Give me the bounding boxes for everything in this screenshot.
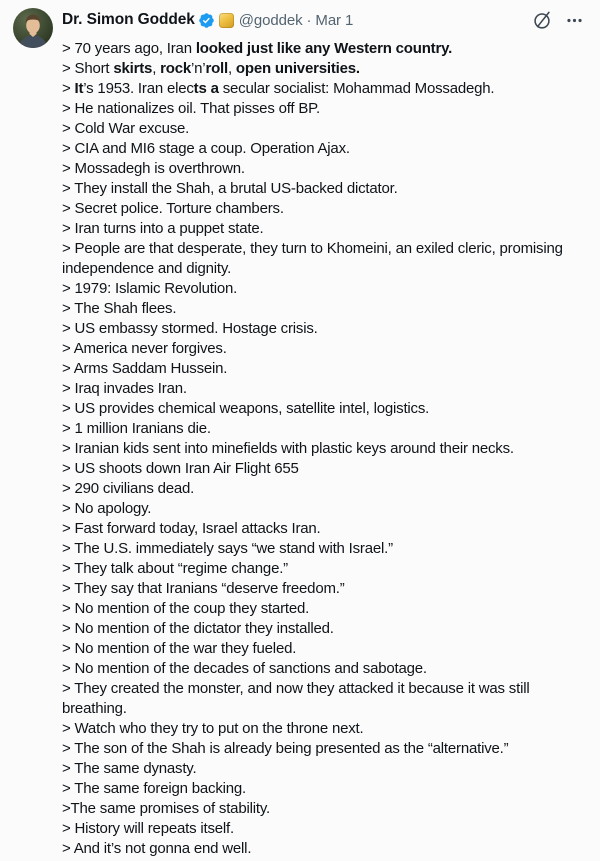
tweet-text-line bbox=[62, 819, 584, 839]
tweet-text-bold-segment: looked just like any Western country. bbox=[195, 40, 453, 57]
display-name[interactable]: Dr. Simon Goddek bbox=[62, 11, 195, 28]
tweet-text-bold-segment: ts a bbox=[193, 80, 219, 97]
tweet-text-segment: > They created the monster, and now they attacked it because it was still breathing. bbox=[62, 680, 530, 717]
tweet-text-bold-segment: skirts bbox=[113, 60, 153, 77]
tweet-text-segment: > People are that desperate, they turn to Khomeini, an exiled cleric, promising independence and dignity. bbox=[62, 240, 563, 277]
tweet-text-line bbox=[62, 319, 584, 339]
tweet-text-line bbox=[62, 159, 584, 179]
tweet-text-segment: > US shoots down Iran Air Flight 655 bbox=[62, 460, 299, 477]
tweet-text-bold-segment: roll bbox=[205, 60, 228, 77]
tweet-text-segment: > CIA and MI6 stage a coup. Operation Ajax. bbox=[62, 140, 350, 157]
tweet-text-line bbox=[62, 579, 584, 599]
tweet-text-segment: > 1979: Islamic Revolution. bbox=[62, 280, 238, 297]
tweet-header bbox=[62, 8, 584, 32]
tweet-text-segment: >The same promises of stability. bbox=[62, 800, 270, 817]
tweet-text-segment: > He nationalizes oil. That pisses off BP. bbox=[62, 100, 321, 117]
tweet-text-line bbox=[62, 299, 584, 319]
tweet-text-line bbox=[62, 139, 584, 159]
tweet-text-segment: > Arms Saddam Hussein. bbox=[62, 360, 228, 377]
tweet-text-line bbox=[62, 499, 584, 519]
tweet-text-segment: > Iran turns into a puppet state. bbox=[62, 220, 264, 237]
tweet-text-line bbox=[62, 99, 584, 119]
tweet-text-segment: ’s 1953. Iran elec bbox=[83, 80, 194, 97]
tweet-text-line bbox=[62, 399, 584, 419]
tweet-text-segment: > bbox=[62, 80, 75, 97]
tweet-text-line bbox=[62, 59, 584, 79]
tweet-text-line bbox=[62, 519, 584, 539]
user-handle[interactable]: @goddek bbox=[238, 11, 303, 29]
tweet-text-segment: > No mention of the coup they started. bbox=[62, 600, 310, 617]
verified-badge-icon bbox=[198, 12, 215, 29]
affiliate-badge-icon bbox=[219, 13, 234, 28]
tweet-text-line bbox=[62, 239, 584, 279]
tweet-text-line bbox=[62, 599, 584, 619]
tweet-text-line bbox=[62, 179, 584, 199]
tweet-text-segment: > US provides chemical weapons, satellite intel, logistics. bbox=[62, 400, 430, 417]
tweet-text-line bbox=[62, 459, 584, 479]
tweet-text-segment: , bbox=[227, 60, 236, 77]
tweet-text-segment: > No mention of the dictator they installed. bbox=[62, 620, 334, 637]
tweet-text-bold-segment: open universities. bbox=[235, 60, 360, 77]
tweet-text bbox=[62, 39, 584, 861]
tweet-text-segment: > They say that Iranians “deserve freedom.” bbox=[62, 580, 345, 597]
tweet-text-line bbox=[62, 479, 584, 499]
tweet-date[interactable]: Mar 1 bbox=[315, 11, 354, 29]
tweet-text-segment: > No apology. bbox=[62, 500, 152, 517]
tweet-text-line bbox=[62, 779, 584, 799]
tweet-text-segment: > They talk about “regime change.” bbox=[62, 560, 288, 577]
tweet-text-segment: > The same foreign backing. bbox=[62, 780, 247, 797]
tweet-text-segment: > Fast forward today, Israel attacks Iran. bbox=[62, 520, 321, 537]
tweet-text-segment: > Watch who they try to put on the throne next. bbox=[62, 720, 364, 737]
tweet-text-segment: > The same dynasty. bbox=[62, 760, 197, 777]
tweet-text-line bbox=[62, 639, 584, 659]
avatar-photo bbox=[13, 8, 53, 48]
tweet-text-segment: > Short bbox=[62, 60, 114, 77]
tweet-text-line bbox=[62, 39, 584, 59]
tweet-text-line bbox=[62, 659, 584, 679]
tweet-text-segment: > 70 years ago, Iran bbox=[62, 40, 196, 57]
tweet-text-segment: > US embassy stormed. Hostage crisis. bbox=[62, 320, 318, 337]
tweet-text-line bbox=[62, 539, 584, 559]
tweet-text-line bbox=[62, 739, 584, 759]
tweet-text-bold-segment: rock bbox=[160, 60, 192, 77]
tweet-text-line bbox=[62, 279, 584, 299]
tweet-text-line bbox=[62, 119, 584, 139]
tweet-text-line bbox=[62, 719, 584, 739]
tweet-text-segment: > The U.S. immediately says “we stand with Israel.” bbox=[62, 540, 393, 557]
tweet-text-line bbox=[62, 379, 584, 399]
tweet-text-segment: > America never forgives. bbox=[62, 340, 227, 357]
tweet-text-segment: > The son of the Shah is already being presented as the “alternative.” bbox=[62, 740, 509, 757]
tweet-text-line bbox=[62, 79, 584, 99]
tweet-text-segment: > 1 million Iranians die. bbox=[62, 420, 211, 437]
separator-dot: · bbox=[306, 11, 312, 29]
tweet-text-segment: > No mention of the war they fueled. bbox=[62, 640, 297, 657]
tweet-text-line bbox=[62, 359, 584, 379]
tweet-text-bold-segment: It bbox=[74, 80, 84, 97]
tweet-text-segment: > The Shah flees. bbox=[62, 300, 177, 317]
tweet-text-line bbox=[62, 799, 584, 819]
tweet-text-line bbox=[62, 439, 584, 459]
tweet-text-line bbox=[62, 619, 584, 639]
tweet-text-segment: > They install the Shah, a brutal US-backed dictator. bbox=[62, 180, 398, 197]
tweet-actions bbox=[532, 10, 584, 30]
tweet-text-segment: > Secret police. Torture chambers. bbox=[62, 200, 284, 217]
grok-icon[interactable] bbox=[532, 10, 552, 30]
tweet-text-segment: > Mossadegh is overthrown. bbox=[62, 160, 245, 177]
tweet-text-line bbox=[62, 679, 584, 719]
tweet-text-segment: > Iranian kids sent into minefields with plastic keys around their necks. bbox=[62, 440, 514, 457]
tweet-text-segment: > Cold War excuse. bbox=[62, 120, 190, 137]
tweet-text-segment: , bbox=[152, 60, 161, 77]
tweet-text-line bbox=[62, 339, 584, 359]
tweet-text-segment: > No mention of the decades of sanctions and sabotage. bbox=[62, 660, 427, 677]
tweet-text-segment: > History will repeats itself. bbox=[62, 820, 234, 837]
tweet-text-line bbox=[62, 219, 584, 239]
tweet-text-segment: secular socialist: Mohammad Mossadegh. bbox=[218, 80, 495, 97]
tweet-text-line bbox=[62, 199, 584, 219]
tweet-text-line bbox=[62, 759, 584, 779]
avatar[interactable] bbox=[13, 8, 53, 48]
more-options-icon[interactable] bbox=[565, 11, 584, 30]
tweet-text-line bbox=[62, 559, 584, 579]
tweet-text-segment: ’n’ bbox=[191, 60, 206, 77]
tweet-text-segment: > 290 civilians dead. bbox=[62, 480, 195, 497]
tweet-text-segment: > Iraq invades Iran. bbox=[62, 380, 187, 397]
tweet-text-line bbox=[62, 839, 584, 859]
tweet-text-segment: > And it’s not gonna end well. bbox=[62, 840, 252, 857]
tweet-text-line bbox=[62, 419, 584, 439]
